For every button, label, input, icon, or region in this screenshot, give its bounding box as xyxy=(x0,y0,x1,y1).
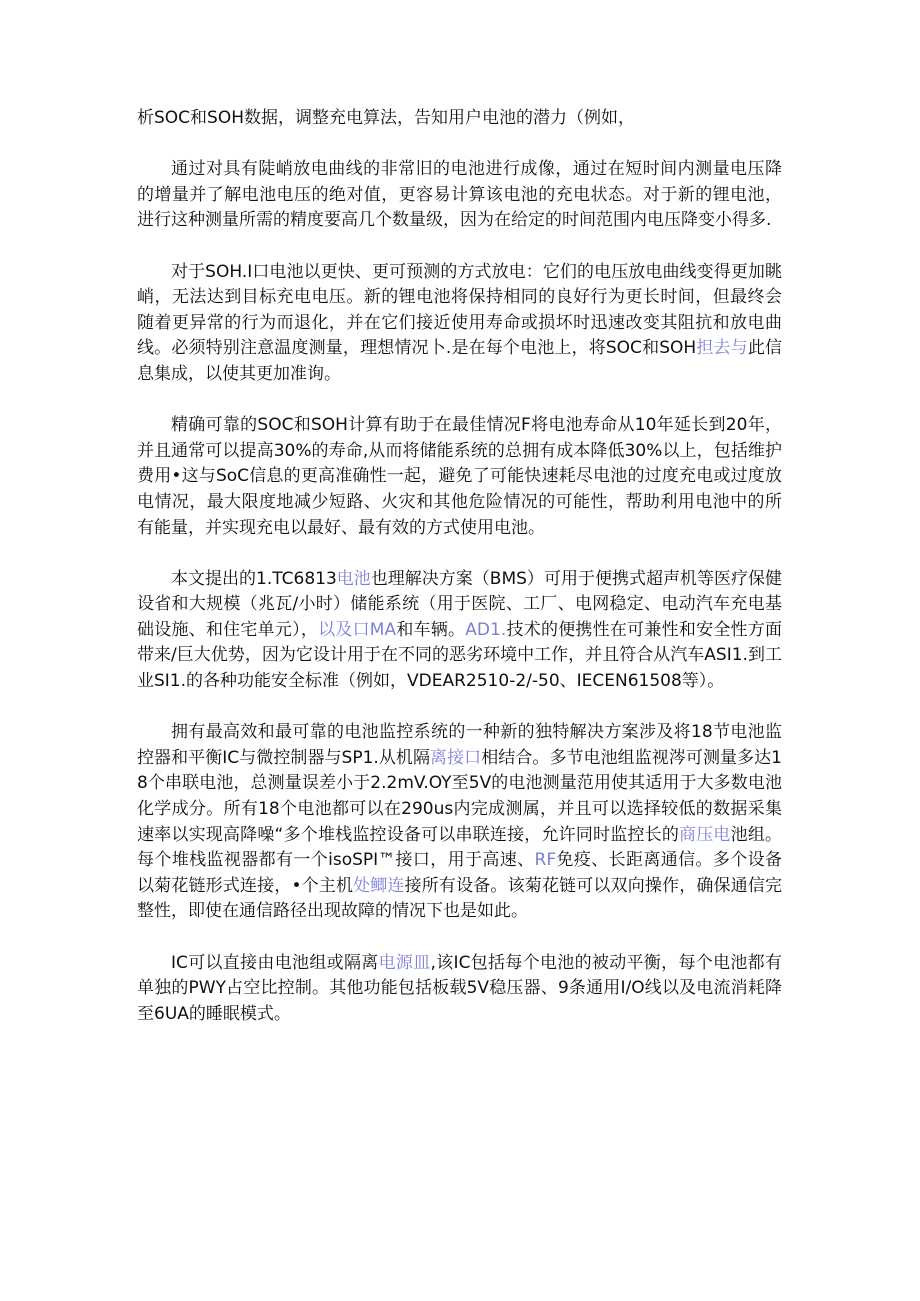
inline-link[interactable]: 电池 xyxy=(336,568,371,589)
paragraph-text: 精确可靠的SOC和SOH计算有助于在最佳情况F将电池寿命从10年延长到20年，并且通常可以提高30%的寿命,从而将储能系统的总拥有成本降低30%以上，包括维护费用•这与SoC信息的更高准确性一起，避免了可能快速耗尽电池的过度充电或过度放电情况，最大限度地减少短路、火灾和其他危险情况的可能性，帮助利用电池中的所有能量，并实现充电以最好、最有效的方式使用电池。 xyxy=(137,415,782,538)
paragraph-text: 也理解决方案（BMS）可用于便携式超声机等医疗保健设省和大规模（兆瓦/小时）储能系统（用于医院、工厂、电网稳定、电动汽车充电基础设施、和住宅单元）， xyxy=(137,568,782,640)
inline-link[interactable]: 处鲫连 xyxy=(353,875,405,896)
paragraph-text: ,该IC包括每个电池的被动平衡，每个电池都有单独的PWY占空比控制。其他功能包括板载5V稳压器、9条通用I/O线以及电流消耗降至6UA的睡眠模式。 xyxy=(137,952,782,1024)
paragraph-5 xyxy=(137,567,782,695)
paragraph-text: 本文提出的1.TC6813 xyxy=(171,568,337,589)
paragraph-text: 免疫、长距离通信。多个设备以菊花链形式连接，•个主机 xyxy=(137,850,782,896)
paragraph-6 xyxy=(137,720,782,925)
inline-link[interactable]: 担去与 xyxy=(696,338,748,359)
inline-link[interactable]: 商压电 xyxy=(679,824,731,845)
paragraph-2 xyxy=(137,157,782,234)
inline-link[interactable]: AD1. xyxy=(465,619,507,640)
paragraph-text: 拥有最高效和最可靠的电池监控系统的一种新的独特解决方案涉及将18节电池监控器和平衡IC与微控制器与SP1.从机隔 xyxy=(137,722,782,768)
inline-link[interactable]: 离接口 xyxy=(430,747,482,768)
paragraph-4 xyxy=(137,413,782,541)
paragraph-3 xyxy=(137,260,782,388)
inline-link[interactable]: 电源皿 xyxy=(378,952,431,973)
paragraph-text: IC可以直接由电池组或隔离 xyxy=(171,952,379,973)
inline-link[interactable]: 以及口MA xyxy=(318,619,397,640)
document-body xyxy=(137,106,782,1053)
paragraph-text: 对于SOH.I口电池以更快、更可预测的方式放电：它们的电压放电曲线变得更加眺峭，无法达到目标充电电压。新的锂电池将保持相同的良好行为更长时间，但最终会随着更异常的行为而退化，并在它们接近使用寿命或损坏时迅速改变其阻抗和放电曲线。必须特别注意温度测量，理想情况卜.是在每个电池上，将SOC和SOH xyxy=(137,261,782,359)
paragraph-text: 和车辆。 xyxy=(396,619,466,640)
paragraph-text: 相结合。多节电池组监视涔可测量多达18个串联电池，总测量误差小于2.2mV.OY至5V的电池测量范用使其适用于大多数电池化学成分。所有18个电池都可以在290us内完成测属，并且可以选择较低的数据采集速率以实现高降噪“多个堆栈监控设备可以串联连接，允许同时监控长的 xyxy=(137,747,782,845)
paragraph-text: 析SOC和SOH数据，调整充电算法，告知用户电池的潜力（例如， xyxy=(137,108,635,128)
inline-link[interactable]: RF xyxy=(534,850,557,871)
paragraph-text: 技术的便携性在可兼性和安全性方面带来/巨大优势，因为它设计用于在不同的恶劣环境中工作，并且符合从汽车ASI1.到工业SI1.的各种功能安全标准（例如，VDEAR2510-2/-50、IECEN61508等）。 xyxy=(137,619,783,692)
paragraph-text: 接所有设备。该菊花链可以双向操作，确保通信完整性，即使在通信路径出现故障的情况下也是如此。 xyxy=(137,875,782,922)
paragraph-7 xyxy=(137,951,782,1028)
paragraph-1 xyxy=(137,106,782,132)
paragraph-text: 池组。每个堆栈监视器都有一个isoSPI™接口，用于高速、 xyxy=(137,824,783,871)
paragraph-text: 通过对具有陡峭放电曲线的非常旧的电池进行成像，通过在短时间内测量电压降的增量并了解电池电压的绝对值，更容易计算该电池的充电状态。对于新的锂电池，进行这种测量所需的精度要高几个数量级，因为在给定的时间范围内电压降变小得多. xyxy=(137,159,782,231)
paragraph-text: 此信息集成，以使其更加准询。 xyxy=(137,338,783,384)
